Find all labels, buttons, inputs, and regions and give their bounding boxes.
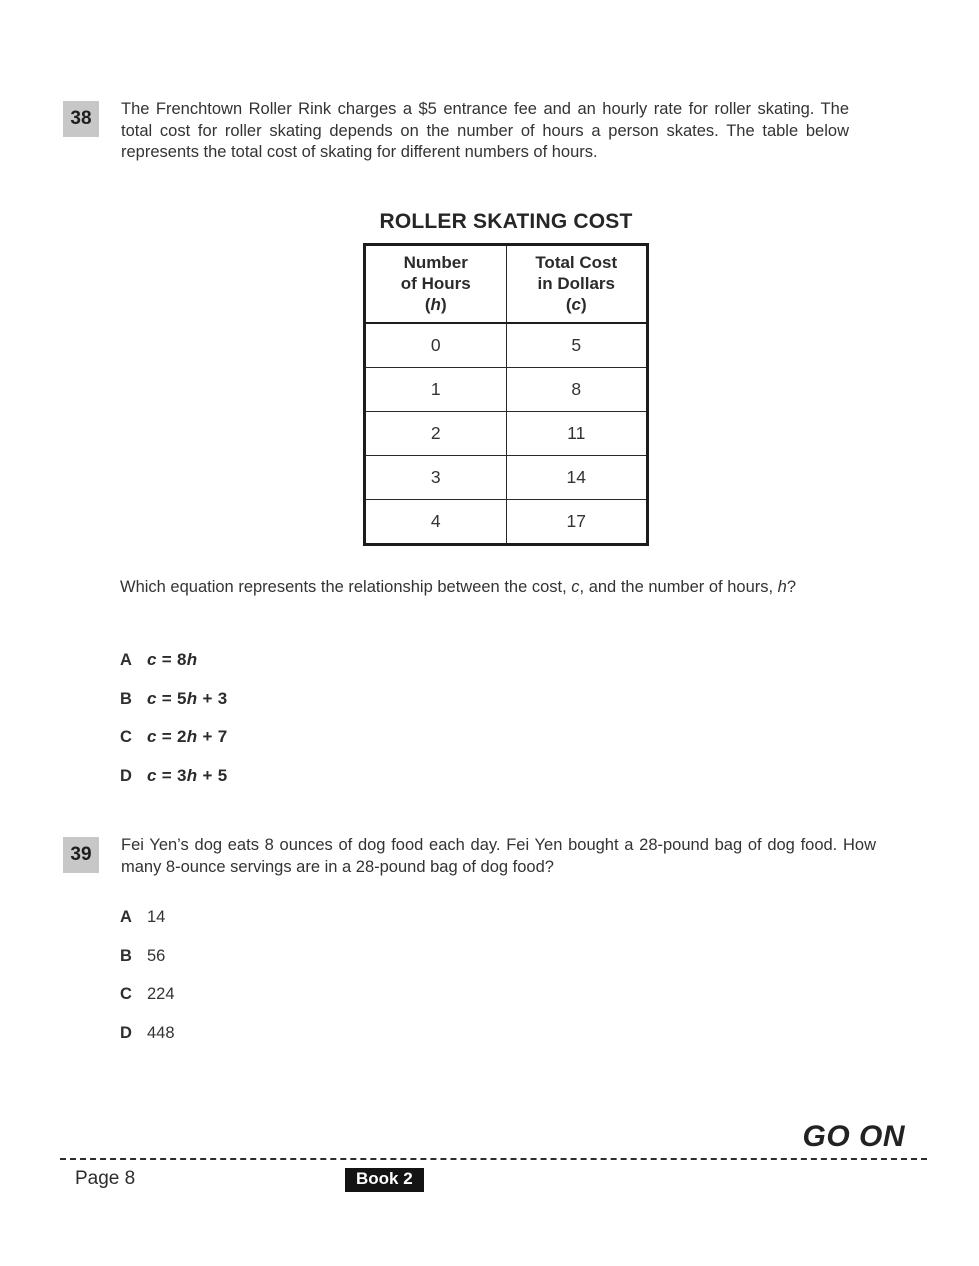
choice-39-A xyxy=(120,907,175,927)
question-38-number-badge: 38 xyxy=(63,101,99,137)
choice-letter: C xyxy=(120,985,132,1003)
choice-equation: c = 5h + 3 xyxy=(147,688,228,708)
choice-39-B xyxy=(120,946,175,966)
table-row xyxy=(365,456,648,500)
question-38-question-text: Which equation represents the relationship between the cost, c, and the number of hours, h? xyxy=(120,578,797,596)
cell-hours: 1 xyxy=(365,368,507,412)
table-row xyxy=(365,500,648,545)
column-header-cost: Total Cost in Dollars (c) xyxy=(506,245,648,324)
choice-letter: A xyxy=(120,651,132,669)
choice-38-C xyxy=(120,727,228,747)
page-number-label: Page 8 xyxy=(75,1168,136,1189)
question-39-prompt: Fei Yen’s dog eats 8 ounces of dog food each day. Fei Yen bought a 28-pound bag of dog food. How many 8-ounce servings are in a 28-pound bag of dog food? xyxy=(121,836,876,876)
question-38-block xyxy=(63,99,849,164)
question-39-number-badge: 39 xyxy=(63,837,99,873)
choice-38-D xyxy=(120,766,228,786)
choice-letter: B xyxy=(120,946,132,965)
choice-39-D xyxy=(120,1023,175,1043)
cell-hours: 4 xyxy=(365,500,507,545)
choice-letter: D xyxy=(120,1023,132,1042)
cell-cost: 11 xyxy=(506,412,648,456)
choice-letter: D xyxy=(120,766,132,785)
footer-dashed-divider xyxy=(60,1158,927,1160)
cell-hours: 3 xyxy=(365,456,507,500)
cell-cost: 5 xyxy=(506,323,648,368)
roller-skating-table-section xyxy=(363,210,649,546)
choice-equation: c = 8h xyxy=(147,650,198,669)
table-row xyxy=(365,368,648,412)
choice-letter: A xyxy=(120,908,132,926)
choice-38-B xyxy=(120,689,228,709)
choice-value: 224 xyxy=(147,985,175,1003)
table-header-row xyxy=(365,245,648,324)
choice-letter: B xyxy=(120,689,132,708)
choice-letter: C xyxy=(120,728,132,746)
roller-skating-cost-table xyxy=(363,243,649,546)
cell-hours: 2 xyxy=(365,412,507,456)
question-38-choices xyxy=(120,650,228,804)
choice-value: 448 xyxy=(147,1023,175,1042)
choice-value: 56 xyxy=(147,946,166,965)
question-39-choices xyxy=(120,907,175,1061)
table-title: ROLLER SKATING COST xyxy=(379,210,633,233)
cell-cost: 14 xyxy=(506,456,648,500)
cell-hours: 0 xyxy=(365,323,507,368)
choice-38-A xyxy=(120,650,228,670)
table-row xyxy=(365,412,648,456)
question-38-prompt: The Frenchtown Roller Rink charges a $5 entrance fee and an hourly rate for roller skating. The total cost for roller skating depends on the number of hours a person skates. The table below represents the total cost of skating for different numbers of hours. xyxy=(121,100,849,161)
table-row xyxy=(365,323,648,368)
choice-equation: c = 2h + 7 xyxy=(147,727,228,746)
go-on-label: GO ON xyxy=(802,1120,905,1153)
question-39-block xyxy=(63,835,876,878)
book-badge: Book 2 xyxy=(345,1168,424,1192)
choice-value: 14 xyxy=(147,908,166,926)
choice-equation: c = 3h + 5 xyxy=(147,765,228,785)
column-header-hours: Number of Hours (h) xyxy=(365,245,507,324)
cell-cost: 17 xyxy=(506,500,648,545)
cell-cost: 8 xyxy=(506,368,648,412)
choice-39-C xyxy=(120,984,175,1004)
